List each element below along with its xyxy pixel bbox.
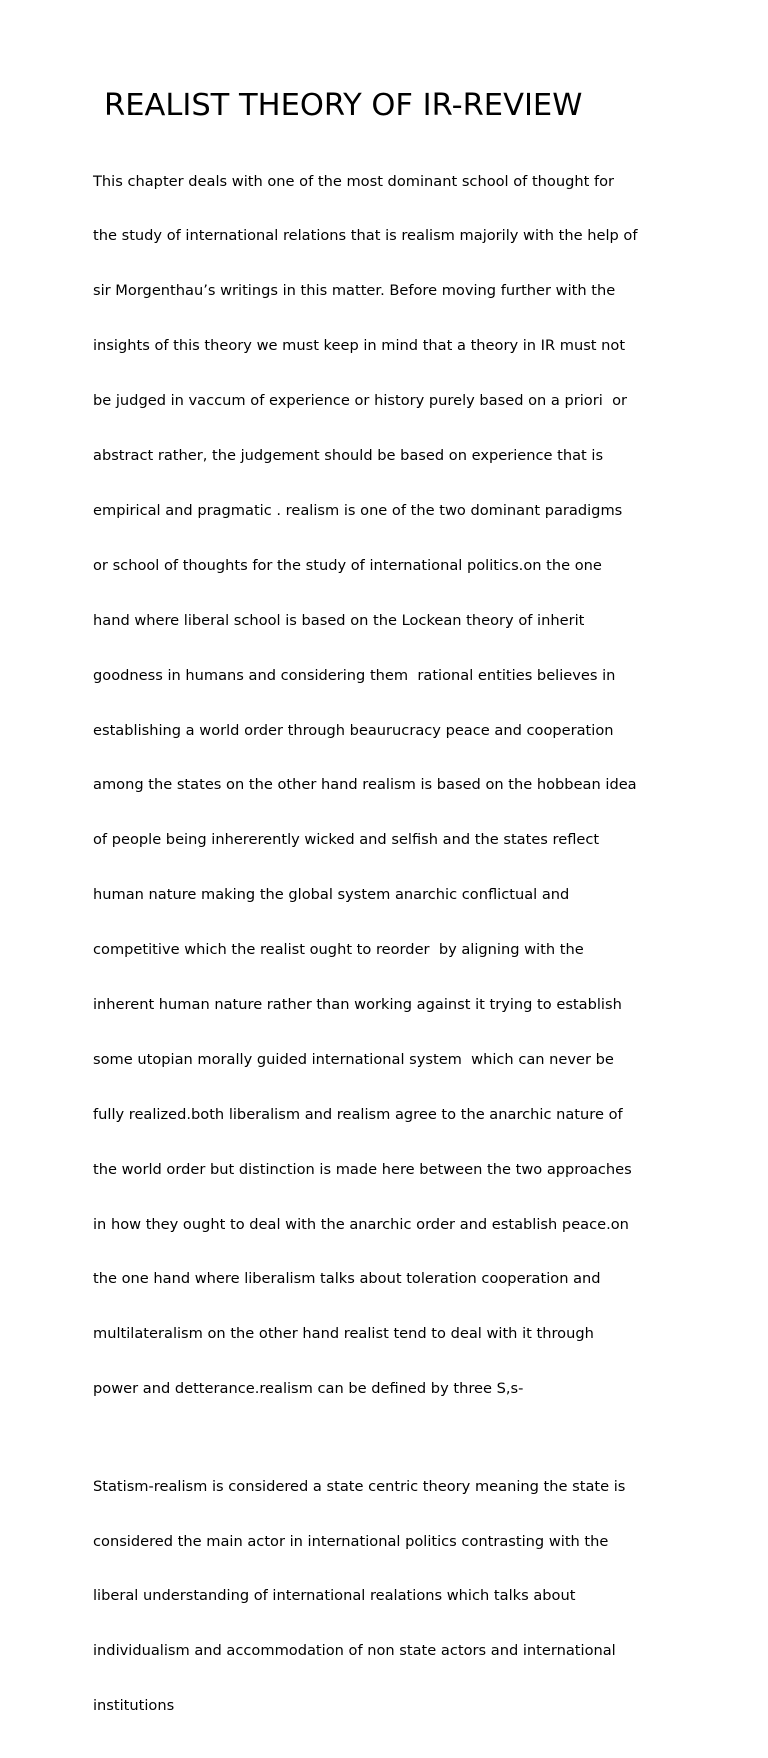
text-line: goodness in humans and considering them rational entities believes in xyxy=(93,666,616,684)
text-line: among the states on the other hand realism is based on the hobbean idea xyxy=(93,776,637,794)
document-title: REALIST THEORY OF IR-REVIEW xyxy=(104,88,583,123)
text-line: competitive which the realist ought to reorder by aligning with the xyxy=(93,941,584,959)
text-line: power and detterance.realism can be defined by three S,s- xyxy=(93,1380,524,1398)
text-line: hand where liberal school is based on the Lockean theory of inherit xyxy=(93,611,585,629)
text-line: abstract rather, the judgement should be based on experience that is xyxy=(93,447,604,465)
text-line: in how they ought to deal with the anarchic order and establish peace.on xyxy=(93,1215,629,1233)
text-line: Statism-realism is considered a state centric theory meaning the state is xyxy=(93,1477,626,1495)
text-line: individualism and accommodation of non state actors and international xyxy=(93,1642,616,1660)
text-line: multilateralism on the other hand realist tend to deal with it through xyxy=(93,1325,594,1343)
text-line: human nature making the global system anarchic conflictual and xyxy=(93,886,570,904)
text-line: or school of thoughts for the study of international politics.on the one xyxy=(93,556,602,574)
text-line: liberal understanding of international realations which talks about xyxy=(93,1587,576,1605)
document-body xyxy=(93,136,683,1758)
text-line: sir Morgenthau’s writings in this matter. Before moving further with the xyxy=(93,282,616,300)
text-line: fully realized.both liberalism and realism agree to the anarchic nature of xyxy=(93,1105,623,1123)
text-line: institutions xyxy=(93,1697,175,1715)
text-line: establishing a world order through beaurucracy peace and cooperation xyxy=(93,721,614,739)
text-line: the study of international relations that is realism majorily with the help of xyxy=(93,227,638,245)
intro-paragraph xyxy=(93,136,683,1435)
text-line: insights of this theory we must keep in mind that a theory in IR must not xyxy=(93,337,626,355)
text-line: the one hand where liberalism talks about toleration cooperation and xyxy=(93,1270,601,1288)
text-line: of people being inhererently wicked and selfish and the states reflect xyxy=(93,831,600,849)
text-line: the world order but distinction is made here between the two approaches xyxy=(93,1160,632,1178)
statism-paragraph xyxy=(93,1441,683,1752)
text-line: empirical and pragmatic . realism is one of the two dominant paradigms xyxy=(93,501,623,519)
text-line: be judged in vaccum of experience or history purely based on a priori or xyxy=(93,392,627,410)
text-line: considered the main actor in international politics contrasting with the xyxy=(93,1532,609,1550)
text-line: This chapter deals with one of the most dominant school of thought for xyxy=(93,172,615,190)
text-line: some utopian morally guided international system which can never be xyxy=(93,1050,614,1068)
text-line: inherent human nature rather than working against it trying to establish xyxy=(93,995,622,1013)
